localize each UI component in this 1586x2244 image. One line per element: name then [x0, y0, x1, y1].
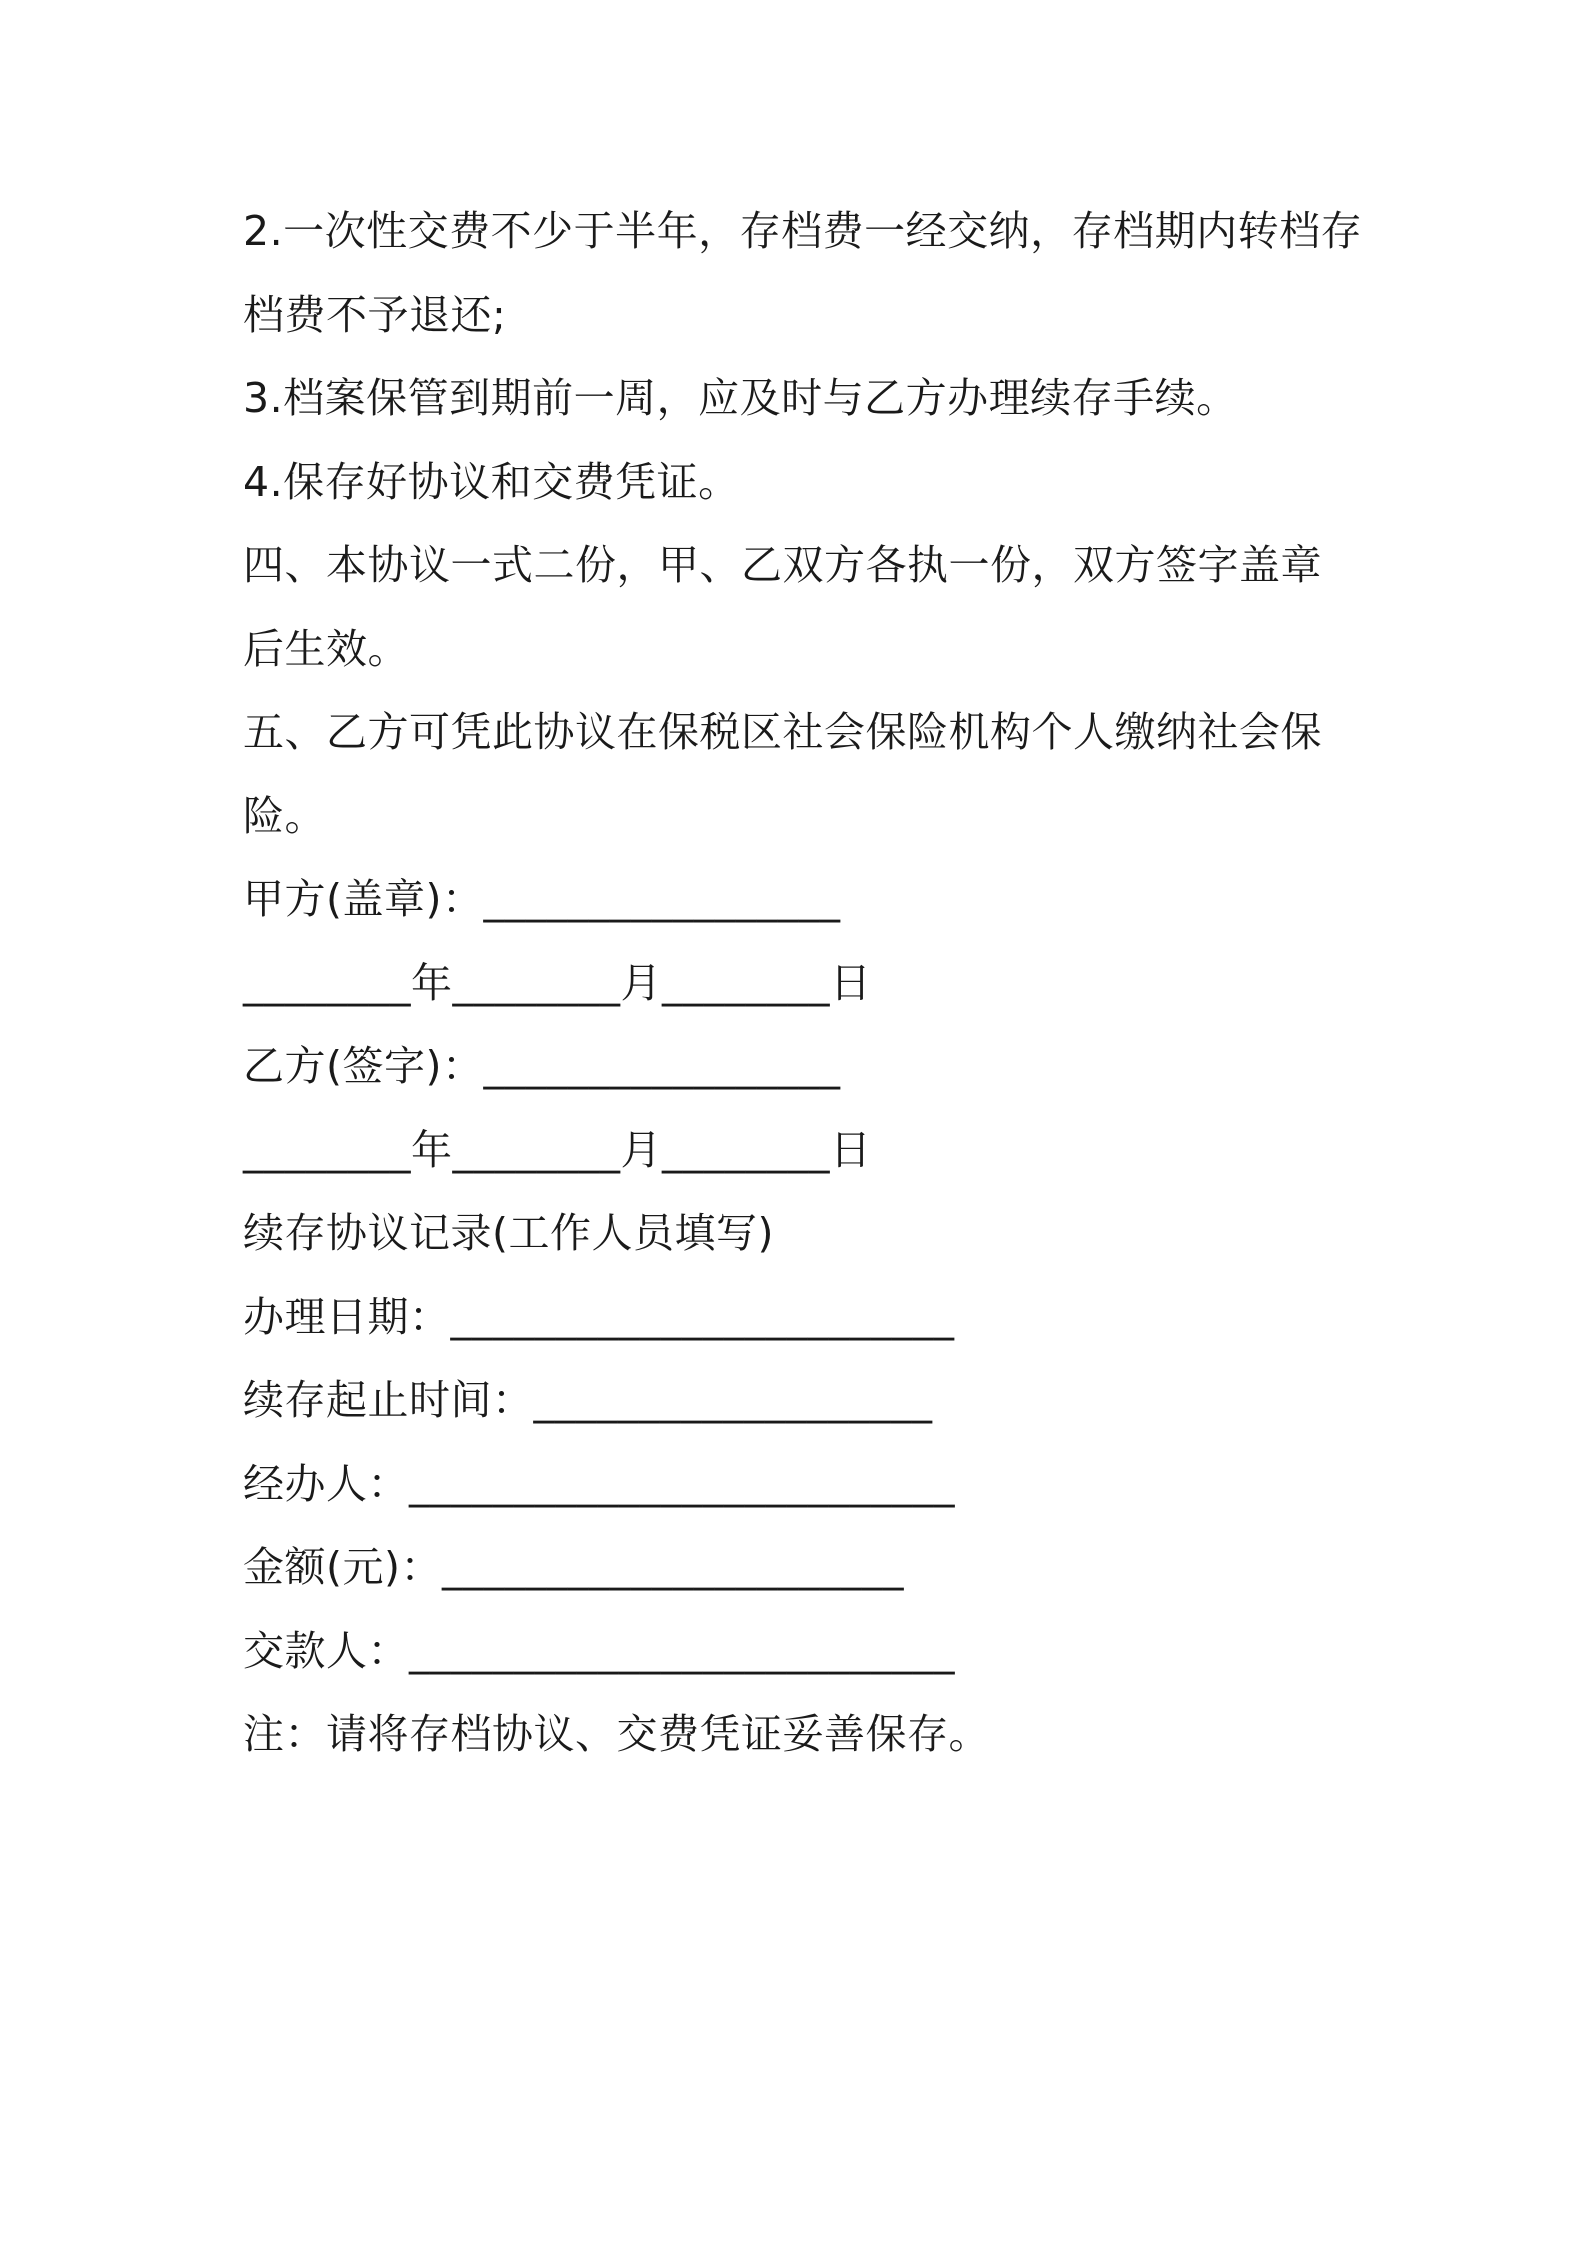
clause-2: 2.一次性交费不少于半年，存档费一经交纳，存档期内转档存档费不予退还; [243, 207, 1363, 339]
renewal-period: 续存起止时间：___________________ [243, 1376, 933, 1424]
clause-4: 4.保存好协议和交费凭证。 [243, 457, 740, 506]
party-b-signature: 乙方(签字)：_________________ [243, 1042, 841, 1090]
renewal-handle-date: 办理日期：________________________ [243, 1292, 955, 1341]
party-a-seal: 甲方(盖章)：_________________ [243, 875, 841, 923]
clause-four: 四、本协议一式二份，甲、乙双方各执一份，双方签字盖章后生效。 [243, 541, 1322, 673]
renewal-amount: 金额(元)：______________________ [243, 1543, 904, 1591]
storage-note: 注：请将存档协议、交费凭证妥善保存。 [243, 1710, 990, 1758]
renewal-handler: 经办人：__________________________ [243, 1459, 955, 1508]
party-b-date: ________年________月________日 [243, 1125, 872, 1174]
renewal-record-title: 续存协议记录(工作人员填写) [243, 1209, 774, 1257]
clause-five: 五、乙方可凭此协议在保税区社会保险机构个人缴纳社会保险。 [243, 708, 1322, 840]
party-a-date: ________年________月________日 [243, 958, 872, 1007]
renewal-payer: 交款人：__________________________ [243, 1626, 955, 1675]
document-body [243, 190, 1363, 1777]
clause-3: 3.档案保管到期前一周，应及时与乙方办理续存手续。 [243, 374, 1238, 422]
